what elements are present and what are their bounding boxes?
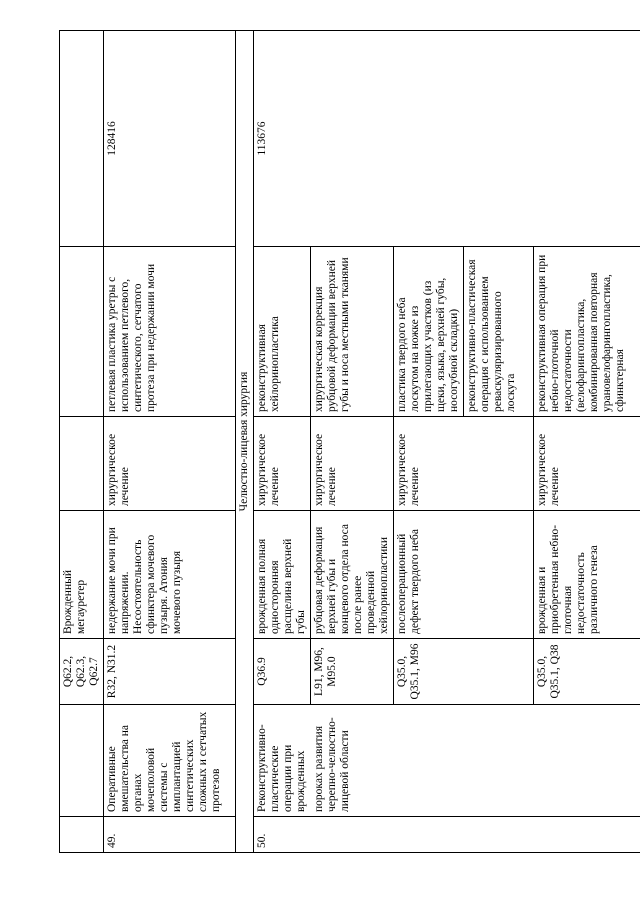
cell-icd: R32, N31.2 bbox=[104, 639, 236, 705]
cell-method: хирургическая коррекция рубцовой деформации верхней губы и носа местными тканями bbox=[311, 247, 394, 417]
cell-method bbox=[60, 247, 104, 417]
cell-icd: L91, M96, M95.0 bbox=[311, 639, 394, 705]
cell-name: Реконструктивно-пластические операции при врожденных bbox=[254, 705, 311, 817]
cell-model: недержание мочи при напряжении. Несостоятельность сфинктера мочевого пузыря. Атония мочевого пузыря bbox=[104, 511, 236, 639]
cell-type: хирургическое лечение bbox=[534, 417, 640, 511]
cell-cost: 128416 bbox=[104, 31, 236, 247]
cell-model: рубцовая деформация верхней губы и концевого отдела носа после ранее проведенной хейлоринопластики bbox=[311, 511, 394, 639]
cell-icd: Q36.9 bbox=[254, 639, 311, 705]
medical-procedures-table bbox=[59, 30, 640, 853]
cell-cost bbox=[60, 31, 104, 247]
cell-num: 50. bbox=[254, 817, 640, 853]
table-row bbox=[254, 31, 311, 853]
cell-name: Оперативные вмешательства на органах мочеполовой системы с имплантацией синтетических сложных и сетчатых протезов bbox=[104, 705, 236, 817]
cell-icd: Q62.2, Q62.3, Q62.7 bbox=[60, 639, 104, 705]
cell-type: хирургическое лечение bbox=[254, 417, 311, 511]
cell-model: послеоперационный дефект твердого неба bbox=[394, 511, 534, 639]
section-title: Челюстно-лицевая хирургия bbox=[236, 31, 254, 853]
cell-type: хирургическое лечение bbox=[311, 417, 394, 511]
cell-type bbox=[60, 417, 104, 511]
cell-cost: 113676 bbox=[254, 31, 640, 247]
cell-model: врожденная и приобретенная небно-глоточная недостаточность различного генеза bbox=[534, 511, 640, 639]
table-row bbox=[104, 31, 236, 853]
cell-method: реконструктивная операция при небно-глоточной недостаточности (велофарингопластика, комбинированная повторная урановелофарингопластика, сфинктерная bbox=[534, 247, 640, 417]
table-row bbox=[60, 31, 104, 853]
rotated-table-page bbox=[59, 31, 640, 853]
cell-type: хирургическое лечение bbox=[394, 417, 534, 511]
cell-model: врожденная полная односторонняя расщелина верхней губы bbox=[254, 511, 311, 639]
cell-type: хирургическое лечение bbox=[104, 417, 236, 511]
section-row bbox=[236, 31, 254, 853]
cell-num: 49. bbox=[104, 817, 236, 853]
cell-icd: Q35.0, Q35.1, M96 bbox=[394, 639, 534, 705]
cell-icd: Q35.0, Q35.1, Q38 bbox=[534, 639, 640, 705]
cell-method: реконструктивно-пластическая операция с использованием реваскуляризированного лоскута bbox=[464, 247, 534, 417]
cell-method: петлевая пластика уретры с использованием петлевого, синтетического, сетчатого протеза при недержании мочи bbox=[104, 247, 236, 417]
cell-method: реконструктивная хейлоринопластика bbox=[254, 247, 311, 417]
cell-name: пороках развития черепно-челюстно-лицевой области bbox=[311, 705, 640, 817]
cell-num bbox=[60, 817, 104, 853]
cell-name bbox=[60, 705, 104, 817]
cell-model: Врожденный мегауретер bbox=[60, 511, 104, 639]
cell-method: пластика твердого неба лоскутом на ножке из прилегающих участков (из щеки, языка, верхней губы, носогубной складки) bbox=[394, 247, 464, 417]
